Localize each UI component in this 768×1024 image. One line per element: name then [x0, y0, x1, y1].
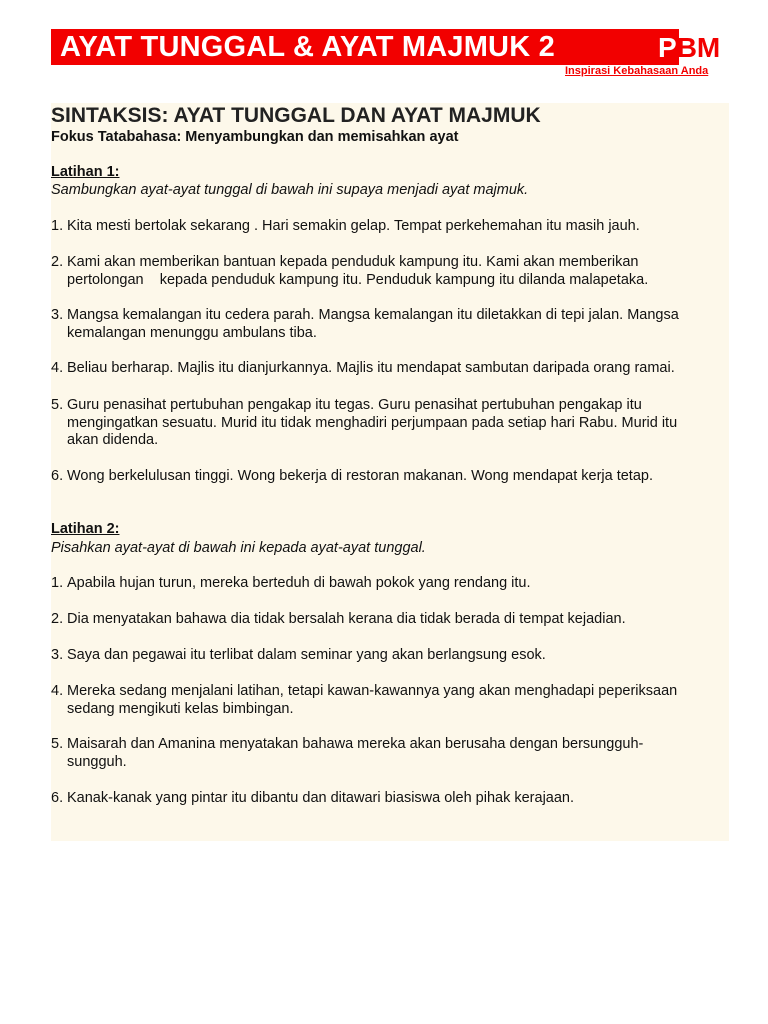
exercise-2-item: [51, 611, 711, 629]
logo-letters-bm: BM: [676, 32, 721, 63]
exercise-1-instruction: Sambungkan ayat-ayat tunggal di bawah ini supaya menjadi ayat majmuk.: [51, 182, 529, 198]
item-number: 6.: [51, 790, 64, 806]
item-number: 4.: [51, 683, 64, 699]
exercise-2-item: [51, 647, 711, 665]
exercise-2-item: [51, 683, 711, 718]
page-title: AYAT TUNGGAL & AYAT MAJMUK 2: [60, 31, 555, 63]
exercise-1-item: [51, 468, 711, 486]
item-text: Guru penasihat pertubuhan pengakap itu tegas. Guru penasihat pertubuhan pengakap itu mengingatkan sesuatu. Murid itu tidak menghadiri perjumpaan pada setiap hari Rabu. Murid itu akan didenda.: [67, 397, 678, 448]
item-text: Kita mesti bertolak sekarang . Hari semakin gelap. Tempat perkehemahan itu masih jauh.: [67, 218, 640, 234]
item-number: 4.: [51, 360, 64, 376]
exercise-1-item: [51, 360, 711, 378]
exercise-1-item: [51, 254, 711, 289]
exercise-1-item: [51, 307, 711, 342]
item-text: Mangsa kemalangan itu cedera parah. Mangsa kemalangan itu diletakkan di tepi jalan. Mangsa kemalangan menunggu ambulans tiba.: [67, 307, 679, 341]
section-subheading: Fokus Tatabahasa: Menyambungkan dan memisahkan ayat: [51, 129, 459, 145]
exercise-1-item: [51, 397, 711, 450]
item-number: 3.: [51, 307, 64, 323]
item-number: 6.: [51, 468, 64, 484]
exercise-2-item: [51, 736, 711, 771]
pbm-logo: [658, 29, 720, 65]
item-number: 2.: [51, 254, 64, 270]
item-text: Apabila hujan turun, mereka berteduh di bawah pokok yang rendang itu.: [67, 575, 531, 591]
item-text: Wong berkelulusan tinggi. Wong bekerja di restoran makanan. Wong mendapat kerja tetap.: [67, 468, 653, 484]
item-number: 3.: [51, 647, 64, 663]
item-text: Saya dan pegawai itu terlibat dalam seminar yang akan berlangsung esok.: [67, 647, 546, 663]
exercise-2-instruction: Pisahkan ayat-ayat di bawah ini kepada ayat-ayat tunggal.: [51, 540, 426, 556]
exercise-2-item: [51, 790, 711, 808]
exercise-2-title: Latihan 2:: [51, 521, 120, 537]
item-number: 5.: [51, 397, 64, 413]
item-text: Mereka sedang menjalani latihan, tetapi kawan-kawannya yang akan menghadapi peperiksaan sedang mengikuti kelas bimbingan.: [67, 683, 678, 717]
item-number: 1.: [51, 218, 64, 234]
item-number: 5.: [51, 736, 64, 752]
item-number: 1.: [51, 575, 64, 591]
exercise-1-item: [51, 218, 711, 236]
item-text: Maisarah dan Amanina menyatakan bahawa mereka akan berusaha dengan bersungguh- sungguh.: [67, 736, 644, 770]
logo-letter-p: P: [658, 32, 677, 63]
item-text: Kanak-kanak yang pintar itu dibantu dan ditawari biasiswa oleh pihak kerajaan.: [67, 790, 575, 806]
exercise-1-title: Latihan 1:: [51, 164, 120, 180]
item-number: 2.: [51, 611, 64, 627]
item-text: Beliau berharap. Majlis itu dianjurkannya. Majlis itu mendapat sambutan daripada orang ramai.: [67, 360, 675, 376]
item-text: Kami akan memberikan bantuan kepada penduduk kampung itu. Kami akan memberikan pertolongan kepada penduduk kampung itu. Penduduk kampung itu dilanda malapetaka.: [67, 254, 649, 288]
item-text: Dia menyatakan bahawa dia tidak bersalah kerana dia tidak berada di tempat kejadian.: [67, 611, 626, 627]
tagline-link[interactable]: Inspirasi Kebahasaan Anda: [565, 65, 709, 77]
section-heading: SINTAKSIS: AYAT TUNGGAL DAN AYAT MAJMUK: [51, 104, 541, 127]
exercise-2-item: [51, 575, 711, 593]
